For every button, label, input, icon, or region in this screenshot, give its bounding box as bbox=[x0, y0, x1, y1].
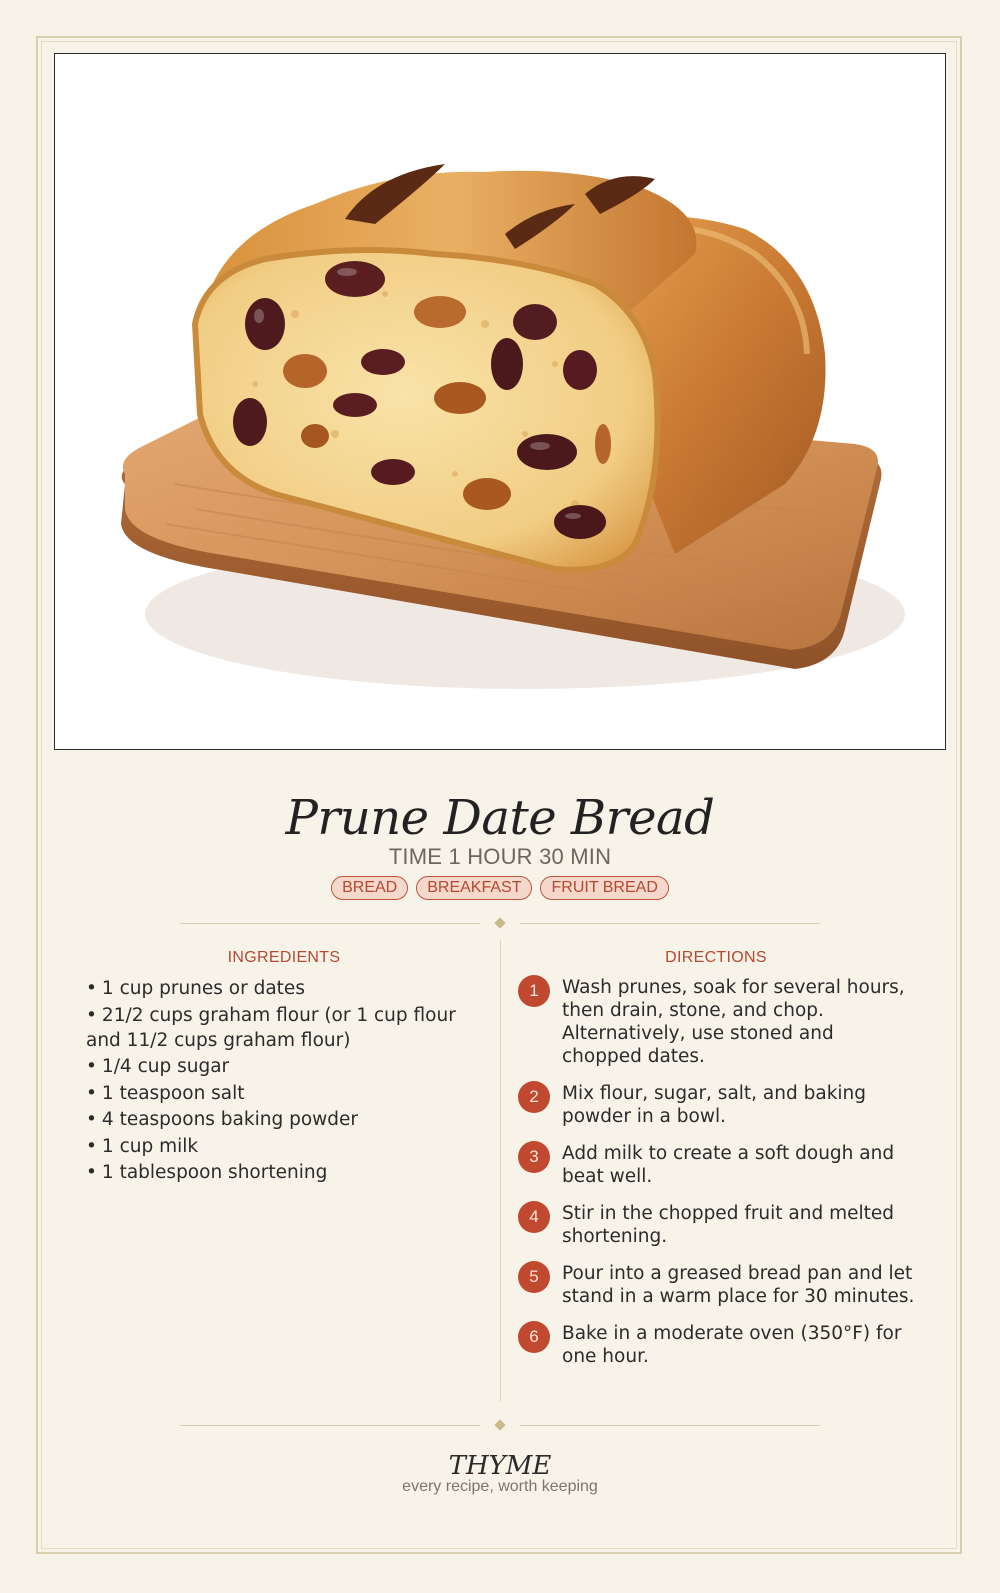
ingredient-item: • 1 teaspoon salt bbox=[86, 1082, 245, 1104]
ingredient-item: • 1 tablespoon shortening bbox=[86, 1162, 328, 1183]
ingredient-item: • 1 cup milk bbox=[86, 1135, 199, 1157]
step-text: Add milk to create a soft dough and beat well. bbox=[562, 1143, 895, 1187]
direction-step bbox=[518, 976, 918, 1068]
bread-illustration bbox=[55, 54, 945, 749]
step-number-badge: 1 bbox=[518, 975, 550, 1007]
ingredients-list bbox=[86, 976, 476, 1187]
recipe-hero-image bbox=[54, 53, 946, 750]
step-number-badge: 6 bbox=[518, 1321, 550, 1353]
recipe-time: TIME 1 HOUR 30 MIN bbox=[388, 844, 612, 869]
directions-list bbox=[518, 976, 918, 1382]
directions-heading: DIRECTIONS bbox=[665, 949, 767, 966]
top-divider bbox=[180, 919, 820, 929]
tag-list bbox=[0, 876, 1000, 900]
diamond-ornament-icon bbox=[494, 1419, 505, 1430]
direction-step bbox=[518, 1082, 918, 1128]
step-text: Mix flour, sugar, salt, and baking powder in a bowl. bbox=[562, 1083, 867, 1127]
ingredients-heading: INGREDIENTS bbox=[227, 949, 341, 966]
direction-step bbox=[518, 1262, 918, 1308]
ingredient-item: • 1/4 cup sugar bbox=[86, 1056, 230, 1077]
ingredient-item: • 21/2 cups graham flour (or 1 cup flour and 11/2 cups graham flour) bbox=[86, 1004, 456, 1051]
step-number-badge: 3 bbox=[518, 1141, 550, 1173]
step-text: Bake in a moderate oven (350°F) for one hour. bbox=[562, 1323, 902, 1367]
ingredient-item: • 1 cup prunes or dates bbox=[86, 978, 305, 999]
tag-bread[interactable]: BREAD bbox=[331, 876, 408, 900]
column-separator bbox=[500, 940, 501, 1402]
step-text: Pour into a greased bread pan and let stand in a warm place for 30 minutes. bbox=[562, 1263, 915, 1307]
step-text: Wash prunes, soak for several hours, then drain, stone, and chop. Alternatively, use stoned and chopped dates. bbox=[562, 977, 905, 1067]
step-number-badge: 4 bbox=[518, 1201, 550, 1233]
direction-step bbox=[518, 1202, 918, 1248]
recipe-title: Prune Date Bread bbox=[285, 790, 715, 846]
direction-step bbox=[518, 1142, 918, 1188]
bottom-divider bbox=[180, 1421, 820, 1431]
step-number-badge: 2 bbox=[518, 1081, 550, 1113]
brand-tagline: every recipe, worth keeping bbox=[402, 1478, 598, 1495]
step-number-badge: 5 bbox=[518, 1261, 550, 1293]
ingredient-item: • 4 teaspoons baking powder bbox=[86, 1109, 359, 1130]
divider-line bbox=[520, 1425, 820, 1426]
direction-step bbox=[518, 1322, 918, 1368]
divider-line bbox=[180, 1425, 480, 1426]
tag-breakfast[interactable]: BREAKFAST bbox=[416, 876, 532, 900]
brand-name: THYME bbox=[448, 1451, 552, 1481]
divider-line bbox=[180, 923, 480, 924]
tag-fruit-bread[interactable]: FRUIT BREAD bbox=[540, 876, 668, 900]
divider-line bbox=[520, 923, 820, 924]
step-text: Stir in the chopped fruit and melted shortening. bbox=[562, 1203, 895, 1247]
diamond-ornament-icon bbox=[494, 917, 505, 928]
